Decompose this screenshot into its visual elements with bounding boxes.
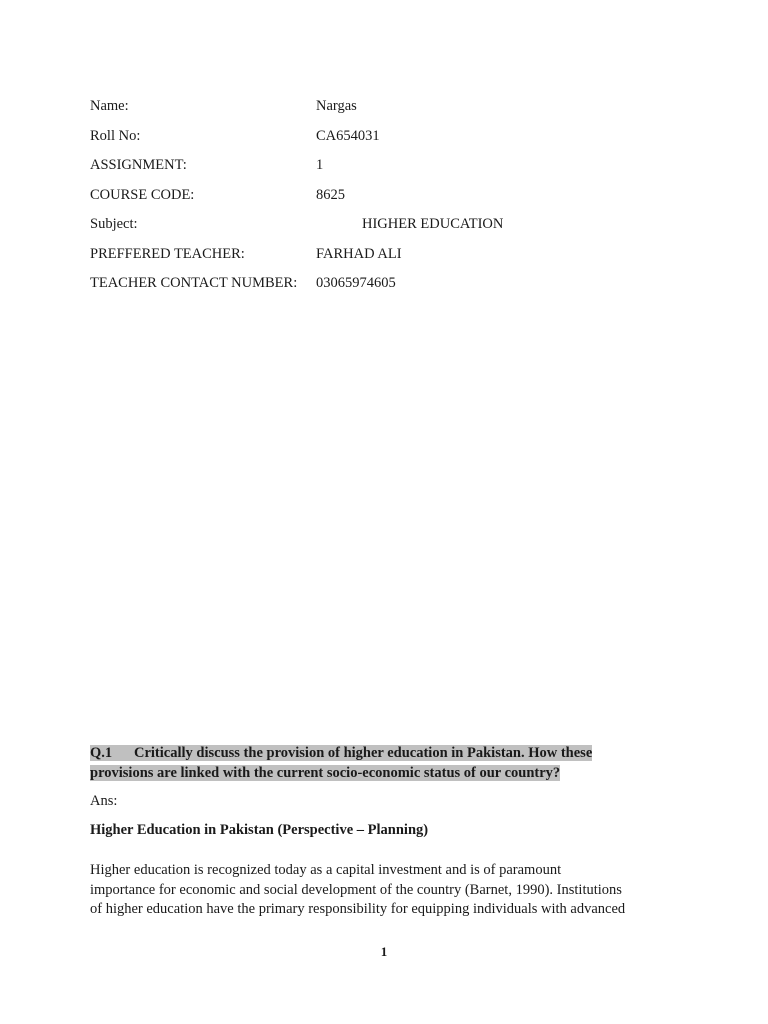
page-number: 1 [380,944,388,959]
info-label: ASSIGNMENT: [90,157,187,174]
info-label: Subject: [90,216,138,233]
info-value: Nargas [316,98,357,115]
section-heading: Higher Education in Pakistan (Perspective – Planning) [90,822,429,838]
question-block [90,743,650,783]
info-label: TEACHER CONTACT NUMBER: [90,275,298,292]
info-value: HIGHER EDUCATION [362,216,504,233]
info-row-course-code [90,181,650,211]
info-label: Name: [90,98,129,115]
paragraph-line: Higher education is recognized today as a capital investment and is of paramount [90,862,562,878]
info-value: 1 [316,157,324,174]
info-row-preferred-teacher [90,240,650,270]
info-label: Roll No: [90,127,141,144]
info-row-roll-no [90,122,650,152]
info-label: COURSE CODE: [90,186,195,203]
info-row-assignment [90,151,650,181]
info-row-subject [90,210,650,240]
student-info-table [90,92,650,299]
info-row-teacher-contact [90,269,650,299]
paragraph-line: importance for economic and social development of the country (Barnet, 1990). Institutions [90,881,622,898]
info-value: CA654031 [316,127,380,144]
info-value: 03065974605 [316,275,396,292]
question-number: Q.1 [90,745,113,761]
info-label: PREFFERED TEACHER: [90,245,245,262]
question-text-line-2: provisions are linked with the current socio-economic status of our country? [90,765,561,781]
paragraph-line: of higher education have the primary responsibility for equipping individuals with advanced [90,901,626,917]
info-value: FARHAD ALI [316,245,402,262]
question-line-1 [90,745,592,761]
body-paragraph [90,861,660,920]
answer-label: Ans: [90,793,118,809]
info-row-name [90,92,650,122]
info-value: 8625 [316,186,345,203]
question-text-line-1: Critically discuss the provision of higher education in Pakistan. How these [134,745,593,761]
